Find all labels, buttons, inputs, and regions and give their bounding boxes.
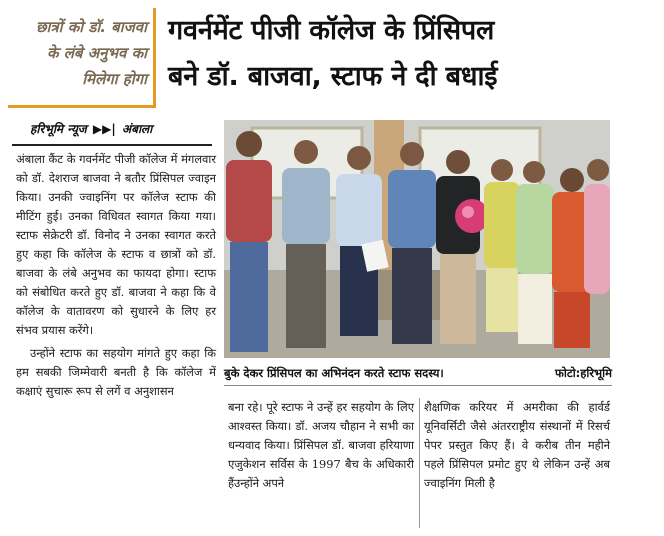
article-paragraph-1: अंबाला कैंट के गवर्नमेंट पीजी कॉलेज में मंगलवार को डॉ. देशराज बाजवा ने बतौर प्रिंसिपल ज्वाइन किया। उनकी ज्वाइनिंग पर कॉलेज स्टाफ की मीटिंग हुई। उनका विधिवत स्वागत किया गया। स्टाफ सेक्रेटरी डॉ. विनोद ने उनका स्वागत करते हुए कहा कि कॉलेज के स्टाफ व छात्रों को डॉ. बाजवा के लंबे अनुभव का फायदा होगा। स्टाफ को संबोधित करते हुए डॉ. बाजवा ने कहा कि वे कॉलेज के वातावरण को सुधारने के लिए हर संभव प्रयास करेंगे। xyxy=(16,152,216,337)
headline xyxy=(168,8,658,100)
byline-arrows-icon: ▶▶| xyxy=(92,122,116,136)
staff-group-photo-illustration xyxy=(224,120,610,358)
article-paragraph-2: उन्होंने स्टाफ का सहयोग मांगते हुए कहा कि हम सबकी जिम्मेवारी बनती है कि कॉलेज में कक्षाएं सुचारू रूप से लगें व अनुशासन xyxy=(16,346,216,398)
byline xyxy=(30,120,210,137)
byline-place: अंबाला xyxy=(121,122,153,136)
headline-line-1: गवर्नमेंट पीजी कॉलेज के प्रिंसिपल xyxy=(168,15,495,46)
kicker-box xyxy=(8,8,156,108)
photo-credit: फोटो:हरिभूमि xyxy=(555,366,612,380)
column-divider xyxy=(419,398,420,528)
photo-caption-text: बुके देकर प्रिंसिपल का अभिनंदन करते स्टाफ सदस्य। xyxy=(224,366,444,380)
kicker-line-1: छात्रों को डॉ. बाजवा xyxy=(35,18,147,36)
headline-line-2: बने डॉ. बाजवा, स्टाफ ने दी बधाई xyxy=(168,61,498,92)
byline-divider xyxy=(12,144,212,146)
article-column-2: बना रहे। पूरे स्टाफ ने उन्हें हर सहयोग के लिए आश्वस्त किया। डॉ. अजय चौहान ने सभी का धन्यवाद किया। प्रिंसिपल डॉ. बाजवा हरियाणा एजुकेशन सर्विस के 1997 बैच के अधिकारी हैंउन्होंने अपने xyxy=(228,400,414,490)
article-column-1 xyxy=(16,150,216,401)
news-photo xyxy=(224,120,610,358)
kicker-line-2: के लंबे अनुभव का xyxy=(47,44,147,62)
kicker-line-3: मिलेगा होगा xyxy=(82,70,147,88)
byline-source: हरिभूमि न्यूज xyxy=(30,122,87,136)
article-column-3: शैक्षणिक करियर में अमरीका की हार्वर्ड यूनिवर्सिटी जैसे अंतरराष्ट्रीय संस्थानों में रिसर्च पेपर प्रस्तुत किए हैं। वे करीब तीन महीने पहले प्रिंसिपल प्रमोट हुए थे लेकिन उन्हें अब ज्वाइनिंग मिली है xyxy=(424,400,610,490)
caption-divider xyxy=(224,385,612,386)
